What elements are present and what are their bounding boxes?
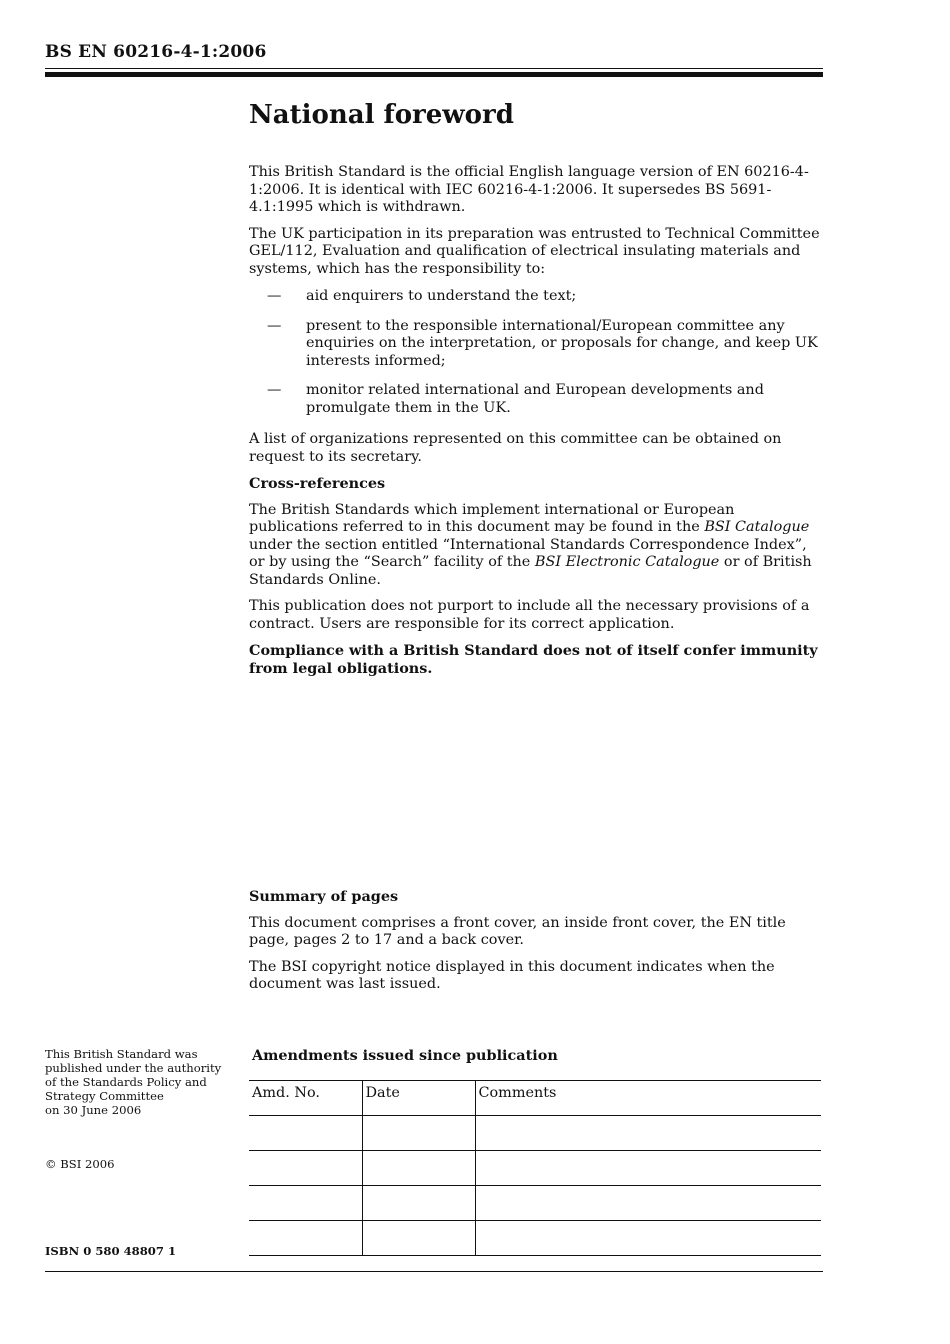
amendments-title: Amendments issued since publication xyxy=(252,1047,558,1064)
cross-references-heading: Cross-references xyxy=(249,475,386,492)
table-cell xyxy=(249,1151,362,1186)
bsi-catalogue-title: BSI Catalogue xyxy=(704,519,810,535)
list-item xyxy=(249,318,824,371)
table-row xyxy=(249,1221,821,1256)
responsibility-list xyxy=(249,288,824,417)
amendments-table xyxy=(249,1080,821,1256)
bsi-electronic-catalogue-title: BSI Electronic Catalogue xyxy=(534,554,720,570)
foreword-body xyxy=(249,164,824,686)
table-row xyxy=(249,1116,821,1151)
text-run: or of British Standards Online. xyxy=(249,554,812,588)
table-cell xyxy=(362,1221,475,1256)
table-row xyxy=(249,1186,821,1221)
table-cell xyxy=(475,1151,821,1186)
list-dash: — xyxy=(267,382,282,398)
list-item xyxy=(249,288,824,306)
text-run: The British Standards which implement international or European publications referred to in this document may be found in the xyxy=(249,501,735,535)
list-item-text: aid enquirers to understand the text; xyxy=(306,288,577,304)
column-header-comments: Comments xyxy=(475,1081,821,1116)
intro-paragraph-2: The UK participation in its preparation was entrusted to Technical Committee GEL/112, Evaluation and qualification of electrical insulating materials and systems, which has the responsibility to: xyxy=(249,225,820,277)
note-line: published under the authority xyxy=(45,1061,222,1075)
table-cell xyxy=(249,1221,362,1256)
header-rule-thin xyxy=(45,68,823,69)
summary-paragraph-1: This document comprises a front cover, an inside front cover, the EN title page, pages 2 to 17 and a back cover. xyxy=(249,914,786,948)
summary-paragraph-2: The BSI copyright notice displayed in this document indicates when the document was last issued. xyxy=(249,958,775,992)
document-code: BS EN 60216-4-1:2006 xyxy=(45,42,267,62)
column-header-amd-no: Amd. No. xyxy=(249,1081,362,1116)
committee-list-paragraph: A list of organizations represented on this committee can be obtained on request to its secretary. xyxy=(249,431,782,465)
list-dash: — xyxy=(267,288,282,304)
publication-authority-note xyxy=(45,1047,235,1117)
table-cell xyxy=(362,1151,475,1186)
summary-heading: Summary of pages xyxy=(249,888,399,905)
note-line: on 30 June 2006 xyxy=(45,1103,142,1117)
intro-paragraph-1: This British Standard is the official English language version of EN 60216-4-1:2006. It is identical with IEC 60216-4-1:2006. It supersedes BS 5691-4.1:1995 which is withdrawn. xyxy=(249,164,809,215)
table-cell xyxy=(475,1221,821,1256)
table-cell xyxy=(249,1186,362,1221)
table-header-row xyxy=(249,1081,821,1116)
note-line: of the Standards Policy and xyxy=(45,1075,207,1089)
table-cell xyxy=(475,1116,821,1151)
page-title: National foreword xyxy=(249,100,514,130)
footer-rule xyxy=(45,1271,823,1272)
contract-disclaimer: This publication does not purport to include all the necessary provisions of a contract. Users are responsible for its correct application. xyxy=(249,598,810,632)
table-cell xyxy=(362,1116,475,1151)
note-line: This British Standard was xyxy=(45,1047,198,1061)
table-cell xyxy=(362,1186,475,1221)
text-run: under the section entitled “International Standards Correspondence Index”, or by using the “Search” facility of the xyxy=(249,536,807,570)
note-line: Strategy Committee xyxy=(45,1089,164,1103)
list-item-text: monitor related international and European developments and promulgate them in the UK. xyxy=(306,382,764,416)
column-header-date: Date xyxy=(362,1081,475,1116)
table-row xyxy=(249,1151,821,1186)
list-dash: — xyxy=(267,317,282,334)
header-rule-thick xyxy=(45,72,823,77)
cross-references-paragraph xyxy=(249,502,824,590)
compliance-notice: Compliance with a British Standard does not of itself confer immunity from legal obligations. xyxy=(249,642,818,677)
summary-section xyxy=(249,888,824,1003)
list-item xyxy=(249,382,824,417)
isbn: ISBN 0 580 48807 1 xyxy=(45,1244,177,1258)
copyright-notice: © BSI 2006 xyxy=(45,1157,115,1171)
table-cell xyxy=(249,1116,362,1151)
table-cell xyxy=(475,1186,821,1221)
list-item-text: present to the responsible international/European committee any enquiries on the interpretation, or proposals for change, and keep UK interests informed; xyxy=(306,317,818,369)
